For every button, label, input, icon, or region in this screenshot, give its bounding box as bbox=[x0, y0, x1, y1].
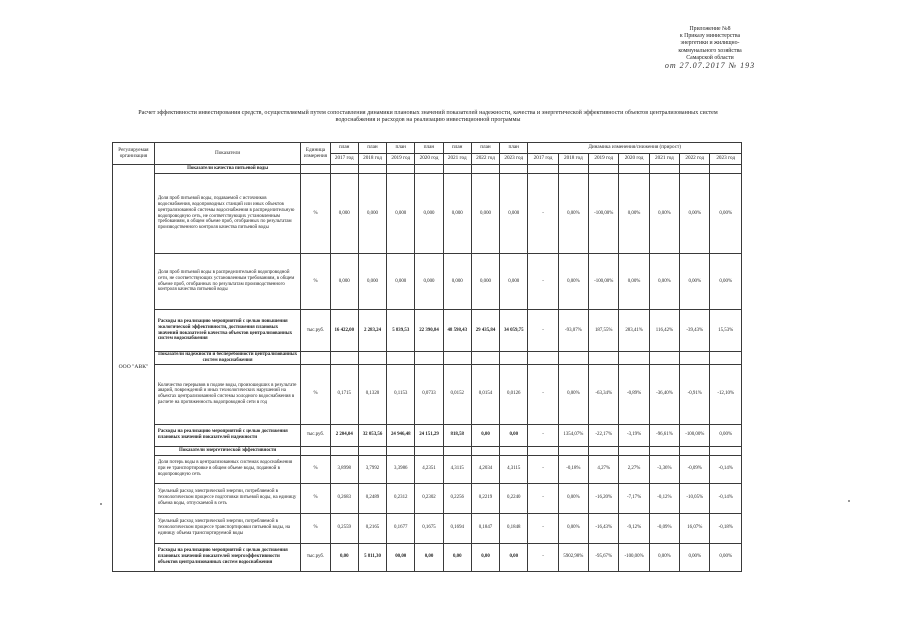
header-unit: Единица измерения bbox=[301, 143, 330, 165]
table-row bbox=[113, 310, 742, 352]
empty-cell bbox=[415, 352, 443, 365]
empty-cell bbox=[500, 352, 528, 365]
value-cell: 0,1694 bbox=[443, 513, 471, 543]
indicator-label: Расходы на реализацию мероприятий с целью повышения экологической эффективности, достижения плановых значений показателей качества объектов централизованных систем водоснабжения bbox=[154, 310, 300, 352]
header-plan: план bbox=[358, 143, 386, 154]
value-cell: 0,000 bbox=[443, 174, 471, 254]
change-cell: -100,00% bbox=[680, 424, 710, 446]
value-cell: 0,000 bbox=[500, 254, 528, 310]
empty-cell bbox=[330, 352, 358, 365]
header-year: 2017 год bbox=[330, 154, 358, 165]
empty-cell bbox=[558, 352, 588, 365]
header-year: 2017 год bbox=[528, 154, 558, 165]
value-cell: 0,000 bbox=[330, 174, 358, 254]
change-cell: 16,07% bbox=[680, 513, 710, 543]
value-cell: 0,2240 bbox=[500, 483, 528, 513]
value-cell: 0,1675 bbox=[415, 513, 443, 543]
group-label: Показатели качества питьевой воды bbox=[154, 165, 300, 174]
empty-cell bbox=[680, 165, 710, 174]
change-cell: 0,00% bbox=[558, 254, 588, 310]
change-cell: -36,40% bbox=[649, 364, 679, 424]
value-cell: 0,2302 bbox=[415, 483, 443, 513]
change-cell: -96,61% bbox=[649, 424, 679, 446]
group-row bbox=[113, 446, 742, 455]
change-cell: -0,18% bbox=[710, 513, 742, 543]
empty-cell bbox=[387, 446, 415, 455]
scan-speck bbox=[848, 500, 850, 502]
change-cell: - bbox=[528, 310, 558, 352]
empty-cell bbox=[649, 352, 679, 365]
empty-cell bbox=[415, 446, 443, 455]
indicator-label: Расходы на реализацию мероприятий с целью достижения плановых значений показателей надежности bbox=[154, 424, 300, 446]
change-cell: - bbox=[528, 424, 558, 446]
change-cell: 0,00% bbox=[680, 174, 710, 254]
change-cell: -3,36% bbox=[649, 455, 679, 483]
change-cell: -0,14% bbox=[710, 455, 742, 483]
value-cell: 0,00 bbox=[330, 543, 358, 571]
table-row bbox=[113, 483, 742, 513]
change-cell: -16,43% bbox=[589, 513, 619, 543]
change-cell: 0,00% bbox=[558, 364, 588, 424]
indicator-label: Удельный расход электрической энергии, потребляемой в технологическом процессе транспортировки питьевой воды, на единицу объема транспортируемой воды bbox=[154, 513, 300, 543]
value-cell: 16 422,00 bbox=[330, 310, 358, 352]
change-cell: -0,18% bbox=[558, 455, 588, 483]
header-year: 2021 год bbox=[649, 154, 679, 165]
empty-cell bbox=[649, 165, 679, 174]
empty-cell bbox=[589, 352, 619, 365]
change-cell: 2,27% bbox=[619, 455, 649, 483]
change-cell: 0,00% bbox=[649, 543, 679, 571]
unit-cell: % bbox=[301, 254, 330, 310]
value-cell: 0,2165 bbox=[358, 513, 386, 543]
change-cell: - bbox=[528, 483, 558, 513]
empty-cell bbox=[301, 352, 330, 365]
header-year: 2023 год bbox=[710, 154, 742, 165]
unit-cell: тыс.руб. bbox=[301, 543, 330, 571]
change-cell: 0,00% bbox=[680, 254, 710, 310]
header-org: Регулируемая организация bbox=[113, 143, 155, 165]
change-cell: -0,12% bbox=[649, 483, 679, 513]
change-cell: -0,91% bbox=[680, 364, 710, 424]
change-cell: -0,14% bbox=[710, 483, 742, 513]
annex-line: Приложение №8 bbox=[689, 26, 731, 32]
change-cell: 0,00% bbox=[619, 254, 649, 310]
empty-cell bbox=[710, 352, 742, 365]
change-cell: 0,00% bbox=[710, 424, 742, 446]
indicator-label: Доля проб питьевой воды в распределительной водопроводной сети, не соответствующих установленным требованиям, в общем объеме проб, отобранных по результатам производственного контроля качества питьевой воды bbox=[154, 254, 300, 310]
unit-cell: % bbox=[301, 513, 330, 543]
value-cell: 0,000 bbox=[330, 254, 358, 310]
value-cell: 4,2351 bbox=[415, 455, 443, 483]
value-cell: 0,00 bbox=[500, 424, 528, 446]
empty-cell bbox=[443, 446, 471, 455]
value-cell: 0,0154 bbox=[471, 364, 499, 424]
value-cell: 5 839,53 bbox=[387, 310, 415, 352]
change-cell: -100,00% bbox=[619, 543, 649, 571]
group-row bbox=[113, 165, 742, 174]
value-cell: 34 059,75 bbox=[500, 310, 528, 352]
scan-speck bbox=[100, 503, 102, 505]
empty-cell bbox=[358, 352, 386, 365]
unit-cell: % bbox=[301, 455, 330, 483]
empty-cell bbox=[500, 165, 528, 174]
value-cell: 0,2559 bbox=[330, 513, 358, 543]
indicator-label: Расходы на реализацию мероприятий с целью достижения плановых значений показателей энергоэффективности объектов централизованных систем водоснабжения bbox=[154, 543, 300, 571]
change-cell: 5902,98% bbox=[558, 543, 588, 571]
value-cell: 22 390,84 bbox=[415, 310, 443, 352]
value-cell: 00,00 bbox=[387, 543, 415, 571]
empty-cell bbox=[358, 446, 386, 455]
indicator-label: Доля потерь воды в централизованных системах водоснабжения при ее транспортировке в общем объеме воды, поданной в водопроводную сеть bbox=[154, 455, 300, 483]
value-cell: 0,1320 bbox=[358, 364, 386, 424]
header-indicator: Показатели bbox=[154, 143, 300, 165]
empty-cell bbox=[358, 165, 386, 174]
group-label: Показатели энергетической эффективности bbox=[154, 446, 300, 455]
change-cell: - bbox=[528, 543, 558, 571]
value-cell: 0,2489 bbox=[358, 483, 386, 513]
value-cell: 3,7992 bbox=[358, 455, 386, 483]
change-cell: -100,00% bbox=[589, 254, 619, 310]
change-cell: 0,00% bbox=[710, 174, 742, 254]
header-plan: план bbox=[330, 143, 358, 154]
change-cell: -95,67% bbox=[589, 543, 619, 571]
change-cell: 0,00% bbox=[558, 483, 588, 513]
value-cell: 0,1715 bbox=[330, 364, 358, 424]
value-cell: 0,2312 bbox=[387, 483, 415, 513]
empty-cell bbox=[330, 446, 358, 455]
value-cell: 0,00 bbox=[500, 543, 528, 571]
indicator-label: Удельный расход электрической энергии, потребляемой в технологическом процессе подготовки питьевой воды, на единицу объема воды, отпускаемой в сеть bbox=[154, 483, 300, 513]
change-cell: 116,42% bbox=[649, 310, 679, 352]
value-cell: 0,000 bbox=[443, 254, 471, 310]
empty-cell bbox=[415, 165, 443, 174]
annex-block bbox=[650, 26, 770, 69]
empty-cell bbox=[500, 446, 528, 455]
value-cell: 2 283,24 bbox=[358, 310, 386, 352]
value-cell: 29 435,84 bbox=[471, 310, 499, 352]
empty-cell bbox=[301, 165, 330, 174]
empty-cell bbox=[471, 165, 499, 174]
empty-cell bbox=[619, 165, 649, 174]
table-row bbox=[113, 254, 742, 310]
change-cell: -39,43% bbox=[680, 310, 710, 352]
empty-cell bbox=[619, 446, 649, 455]
unit-cell: % bbox=[301, 483, 330, 513]
change-cell: -7,17% bbox=[619, 483, 649, 513]
value-cell: 0,000 bbox=[415, 254, 443, 310]
value-cell: 0,1677 bbox=[387, 513, 415, 543]
empty-cell bbox=[443, 165, 471, 174]
change-cell: -3,19% bbox=[619, 424, 649, 446]
value-cell: 3,8998 bbox=[330, 455, 358, 483]
value-cell: 0,00 bbox=[415, 543, 443, 571]
empty-cell bbox=[528, 446, 558, 455]
change-cell: 0,00% bbox=[710, 543, 742, 571]
value-cell: 0,00 bbox=[471, 543, 499, 571]
empty-cell bbox=[471, 352, 499, 365]
value-cell: 0,000 bbox=[471, 174, 499, 254]
change-cell: 0,00% bbox=[710, 254, 742, 310]
change-cell: 0,00% bbox=[649, 174, 679, 254]
header-plan: план bbox=[415, 143, 443, 154]
change-cell: 0,00% bbox=[649, 254, 679, 310]
header-year: 2021 год bbox=[443, 154, 471, 165]
empty-cell bbox=[471, 446, 499, 455]
change-cell: -63,34% bbox=[589, 364, 619, 424]
value-cell: 2 204,04 bbox=[330, 424, 358, 446]
unit-cell: % bbox=[301, 364, 330, 424]
value-cell: 0,1847 bbox=[471, 513, 499, 543]
change-cell: 0,00% bbox=[558, 174, 588, 254]
empty-cell bbox=[558, 165, 588, 174]
document-title: Расчет эффективности инвестирования средств, осуществляемый путем сопоставления динамики плановых значений показателей надежности, качества и энергетической эффективности объектов централизованных систем водоснабжения и расходов на реализацию инвестиционной программы bbox=[138, 110, 718, 124]
header-year: 2020 год bbox=[619, 154, 649, 165]
value-cell: 818,58 bbox=[443, 424, 471, 446]
header-year: 2019 год bbox=[387, 154, 415, 165]
group-row bbox=[113, 352, 742, 365]
indicator-label: Доля проб питьевой воды, подаваемой с источников водоснабжения, водопроводных станций или иных объектов централизованной системы водоснабжения в распределительную водопроводную сеть, не соответствующих установленным требованиям, в общем объеме проб, отобранных по результатам производственного контроля качества питьевой воды bbox=[154, 174, 300, 254]
empty-cell bbox=[710, 165, 742, 174]
annex-line: коммунального хозяйства bbox=[678, 47, 742, 54]
change-cell: 4,27% bbox=[589, 455, 619, 483]
empty-cell bbox=[528, 165, 558, 174]
value-cell: 48 598,43 bbox=[443, 310, 471, 352]
header-year: 2023 год bbox=[500, 154, 528, 165]
value-cell: 32 053,56 bbox=[358, 424, 386, 446]
value-cell: 0,00 bbox=[471, 424, 499, 446]
change-cell: 187,55% bbox=[589, 310, 619, 352]
empty-cell bbox=[619, 352, 649, 365]
value-cell: 24 151,29 bbox=[415, 424, 443, 446]
value-cell: 0,000 bbox=[415, 174, 443, 254]
header-year: 2020 год bbox=[415, 154, 443, 165]
group-label: Показатели надежности и бесперебойности централизованных систем водоснабжения bbox=[154, 352, 300, 365]
change-cell: - bbox=[528, 513, 558, 543]
header-year: 2019 год bbox=[589, 154, 619, 165]
value-cell: 0,2219 bbox=[471, 483, 499, 513]
value-cell: 0,1848 bbox=[500, 513, 528, 543]
annex-line: энергетики и жилищно- bbox=[680, 40, 740, 47]
change-cell: -0,09% bbox=[649, 513, 679, 543]
table-row bbox=[113, 174, 742, 254]
empty-cell bbox=[589, 446, 619, 455]
change-cell: 15,53% bbox=[710, 310, 742, 352]
empty-cell bbox=[528, 352, 558, 365]
header-plan: план bbox=[387, 143, 415, 154]
value-cell: 0,000 bbox=[500, 174, 528, 254]
value-cell: 0,000 bbox=[358, 174, 386, 254]
header-year: 2018 год bbox=[358, 154, 386, 165]
empty-cell bbox=[387, 165, 415, 174]
value-cell: 0,000 bbox=[471, 254, 499, 310]
empty-cell bbox=[710, 446, 742, 455]
empty-cell bbox=[649, 446, 679, 455]
change-cell: 0,00% bbox=[619, 174, 649, 254]
value-cell: 4,3115 bbox=[500, 455, 528, 483]
document-sheet bbox=[112, 142, 742, 597]
value-cell: 24 946,48 bbox=[387, 424, 415, 446]
value-cell: 4,2034 bbox=[471, 455, 499, 483]
annex-line: к Приказу министерства bbox=[679, 33, 741, 40]
indicator-label: Количество перерывов в подаче воды, произошедших в результате аварий, повреждений и иных технологических нарушений на объектах централизованной системы холодного водоснабжения в расчете на протяженность водопроводной сети в год bbox=[154, 364, 300, 424]
value-cell: 0,0126 bbox=[500, 364, 528, 424]
header-year: 2018 год bbox=[558, 154, 588, 165]
change-cell: -16,20% bbox=[589, 483, 619, 513]
change-cell: -9,12% bbox=[619, 513, 649, 543]
table-row bbox=[113, 424, 742, 446]
change-cell: 0,00% bbox=[680, 543, 710, 571]
unit-cell: тыс.руб. bbox=[301, 310, 330, 352]
value-cell: 0,0733 bbox=[415, 364, 443, 424]
header-year: 2022 год bbox=[680, 154, 710, 165]
change-cell: - bbox=[528, 455, 558, 483]
change-cell: -0,89% bbox=[619, 364, 649, 424]
change-cell: -10,05% bbox=[680, 483, 710, 513]
change-cell: -12,10% bbox=[710, 364, 742, 424]
change-cell: -22,17% bbox=[589, 424, 619, 446]
unit-cell: % bbox=[301, 174, 330, 254]
value-cell: 0,000 bbox=[387, 254, 415, 310]
header-plan: план bbox=[500, 143, 528, 154]
change-cell: - bbox=[528, 254, 558, 310]
change-cell: -100,00% bbox=[589, 174, 619, 254]
header-plan: план bbox=[443, 143, 471, 154]
value-cell: 0,000 bbox=[358, 254, 386, 310]
change-cell: 1354,07% bbox=[558, 424, 588, 446]
table-row bbox=[113, 513, 742, 543]
change-cell: 283,41% bbox=[619, 310, 649, 352]
annex-line: Самарской области bbox=[686, 54, 734, 61]
empty-cell bbox=[680, 446, 710, 455]
value-cell: 0,000 bbox=[387, 174, 415, 254]
value-cell: 5 811,30 bbox=[358, 543, 386, 571]
table-row bbox=[113, 455, 742, 483]
change-cell: -0,09% bbox=[680, 455, 710, 483]
value-cell: 3,3986 bbox=[387, 455, 415, 483]
header-year: 2022 год bbox=[471, 154, 499, 165]
change-cell: - bbox=[528, 174, 558, 254]
empty-cell bbox=[558, 446, 588, 455]
header-plan: план bbox=[471, 143, 499, 154]
empty-cell bbox=[680, 352, 710, 365]
change-cell: -93,07% bbox=[558, 310, 588, 352]
change-cell: 0,00% bbox=[558, 513, 588, 543]
annex-number: от 27.07.2017 № 193 bbox=[664, 61, 756, 71]
value-cell: 0,1153 bbox=[387, 364, 415, 424]
value-cell: 0,00 bbox=[443, 543, 471, 571]
header-change: Динамика изменения/снижения (прирост) bbox=[528, 143, 742, 154]
value-cell: 0,0152 bbox=[443, 364, 471, 424]
empty-cell bbox=[443, 352, 471, 365]
table-row bbox=[113, 364, 742, 424]
unit-cell: тыс.руб. bbox=[301, 424, 330, 446]
efficiency-table bbox=[112, 142, 742, 572]
empty-cell bbox=[330, 165, 358, 174]
value-cell: 4,3115 bbox=[443, 455, 471, 483]
change-cell: - bbox=[528, 364, 558, 424]
table-row bbox=[113, 543, 742, 571]
empty-cell bbox=[301, 446, 330, 455]
value-cell: 0,2256 bbox=[443, 483, 471, 513]
company-cell: ООО "АВК" bbox=[113, 165, 155, 572]
empty-cell bbox=[589, 165, 619, 174]
empty-cell bbox=[387, 352, 415, 365]
value-cell: 0,2683 bbox=[330, 483, 358, 513]
